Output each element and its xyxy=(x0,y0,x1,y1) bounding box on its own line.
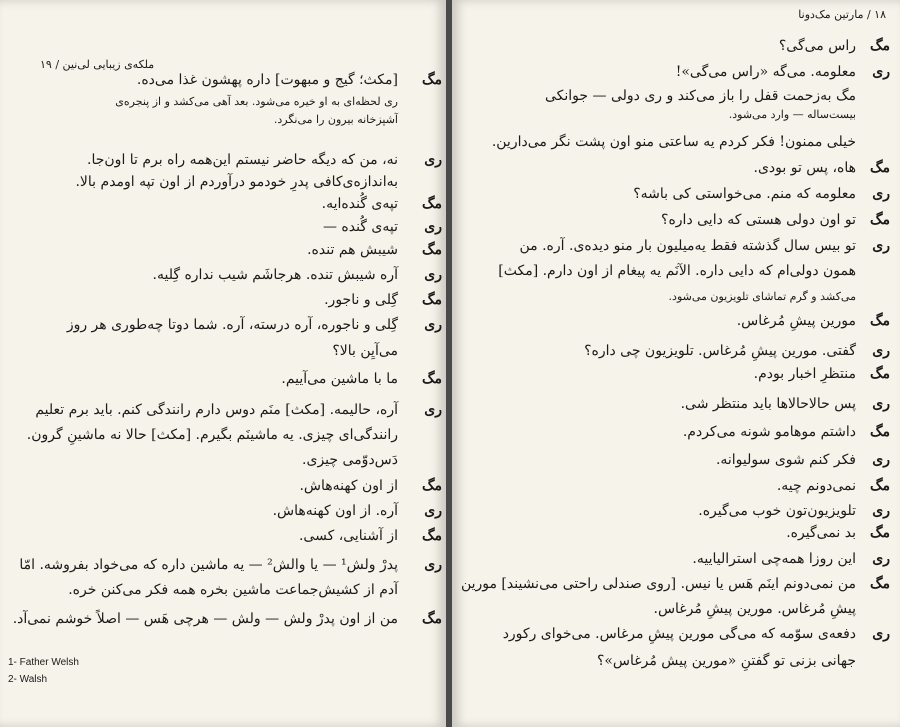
dialogue-line: خیلی ممنون! فکر کردم یه ساعتی منو اون پشت نگر می‌دارین. xyxy=(491,134,856,150)
dialogue-line: تو اون دولی هستی که دایی داره؟ xyxy=(661,212,856,228)
dialogue-line: راس می‌گی؟ xyxy=(778,38,856,54)
speaker-label: مگ xyxy=(869,478,890,494)
dialogue-line: از اون کهنه‌هاش. xyxy=(299,478,398,494)
speaker-label: ری xyxy=(424,557,442,573)
speaker-label: مگ xyxy=(869,38,890,54)
speaker-label: ری xyxy=(424,219,442,235)
dialogue-line: هاه، پس تو بودی. xyxy=(753,160,856,176)
dialogue-line: می‌آیِن بالا؟ xyxy=(332,343,398,359)
footnote: 2- Walsh xyxy=(8,674,48,685)
stage-direction: می‌کشد و گرم تماشای تلویزیون می‌شود. xyxy=(668,290,856,303)
dialogue-line: نه، من که دیگه حاضر نیستم این‌همه راه برم تا اون‌جا. xyxy=(87,152,398,168)
page-header: ملکه‌ی زیبایی لی‌نین / ۱۹ xyxy=(40,58,155,71)
dialogue-line: معلومه که منم. می‌خواستی کی باشه؟ xyxy=(633,186,856,202)
dialogue-line: فکر کنم شوی سولیوانه. xyxy=(715,452,856,468)
speaker-label: مگ xyxy=(869,576,890,592)
speaker-label: مگ xyxy=(421,371,442,387)
dialogue-line: بد نمی‌گیره. xyxy=(786,525,856,541)
speaker-label: مگ xyxy=(869,212,890,228)
speaker-label: مگ xyxy=(421,528,442,544)
dialogue-line: آره. از اون کهنه‌هاش. xyxy=(272,503,398,519)
dialogue-line: رانندگی‌ای چیزی. یه ماشینَم بگیرم. [مکث] حالا نه ماشینِ گرون. xyxy=(26,427,398,443)
dialogue-line: من از اون پدرْ ولش — ولش — هرچی هَس — اصلاً خوشم نمی‌آد. xyxy=(12,611,398,627)
dialogue-line: شیبش هم تنده. xyxy=(307,242,398,258)
dialogue-line: داشتم موهامو شونه می‌کردم. xyxy=(682,424,856,440)
speaker-label: ری xyxy=(872,503,890,519)
stage-direction: بیست‌ساله — وارد می‌شود. xyxy=(728,108,856,121)
dialogue-line: مگ به‌زحمت قفل را باز می‌کند و ری دولی — جوانکی xyxy=(544,88,856,104)
speaker-label: ری xyxy=(424,317,442,333)
dialogue-line: مورین پیشِ مُرغاس. xyxy=(736,313,856,329)
footnote: 1- Father Welsh xyxy=(8,657,79,668)
dialogue-line: پس حالا‌حالاها باید منتظر شی. xyxy=(680,396,856,412)
dialogue-line: پدرْ ولش¹ — یا والش² — یه ماشین داره که می‌خواد بفروشه. امّا xyxy=(19,557,398,573)
speaker-label: ری xyxy=(872,452,890,468)
dialogue-line: پیشِ مُرغاس. مورین پیشِ مُرغاس. xyxy=(653,601,856,617)
dialogue-line: این روزا همه‌چی استرالیاییه. xyxy=(692,551,856,567)
dialogue-line: گفتی. مورین پیشِ مُرغاس. تلویزیون چی داره؟ xyxy=(584,343,856,359)
speaker-label: ری xyxy=(872,238,890,254)
speaker-label: ری xyxy=(424,152,442,168)
dialogue-line: تو بیس سال گذشته فقط یه‌میلیون بار منو دیده‌ی. آره. من xyxy=(519,238,856,254)
dialogue-line: معلومه. می‌گه «راس می‌گی»! xyxy=(675,64,856,80)
speaker-label: ری xyxy=(872,396,890,412)
speaker-label: مگ xyxy=(869,313,890,329)
right-page xyxy=(452,0,900,727)
speaker-label: مگ xyxy=(421,611,442,627)
dialogue-line: دفعه‌ی سوّمه که می‌گی مورین پیشِ مرغاس. می‌خوای رکورد xyxy=(502,626,856,642)
dialogue-line: تلویزیون‌تون خوب می‌گیره. xyxy=(698,503,856,519)
dialogue-line: من نمی‌دونم اینَم هَس یا نیس. [روی صندلی راحتی می‌نشیند] مورین xyxy=(460,576,856,592)
dialogue-line: جهانی بزنی تو گفتنِ «مورین پیش مُرغاس»؟ xyxy=(596,653,856,669)
dialogue-line: تپه‌ی گُنده — xyxy=(322,219,398,235)
footnotes xyxy=(8,657,79,691)
stage-direction: ری لحظه‌ای به او خیره می‌شود. بعد آهی می‌کشد و از پنجره‌ی xyxy=(115,95,398,108)
speaker-label: ری xyxy=(872,186,890,202)
page-header: ۱۸ / مارتین مک‌دونا xyxy=(798,8,886,21)
speaker-label: ری xyxy=(424,503,442,519)
dialogue-line: گِلی و ناجور. xyxy=(324,292,398,308)
dialogue-line: [مکث؛ گیج و مبهوت] داره پهشون غذا می‌ده. xyxy=(136,72,398,88)
dialogue-line: تپه‌ی گُنده‌ایه. xyxy=(321,196,398,212)
speaker-label: مگ xyxy=(869,525,890,541)
speaker-label: ری xyxy=(424,402,442,418)
dialogue-line: نمی‌دونم چیه. xyxy=(776,478,856,494)
speaker-label: مگ xyxy=(421,292,442,308)
speaker-label: ری xyxy=(872,551,890,567)
stage-direction: آشپزخانه بیرون را می‌نگرد. xyxy=(273,113,398,126)
dialogue-line: از آشنایی، کسی. xyxy=(298,528,398,544)
dialogue-line: ما با ماشین می‌آییم. xyxy=(281,371,398,387)
speaker-label: ری xyxy=(872,343,890,359)
speaker-label: مگ xyxy=(421,242,442,258)
left-page xyxy=(0,0,446,727)
dialogue-line: همون دولی‌ام که دایی داره. الآنَم یه پیغام از اون دارم. [مکث] xyxy=(498,263,856,279)
speaker-label: ری xyxy=(424,267,442,283)
speaker-label: مگ xyxy=(421,478,442,494)
speaker-label: مگ xyxy=(869,424,890,440)
speaker-label: ری xyxy=(872,64,890,80)
dialogue-line: آره، حالیمه. [مکث] منَم دوس دارم رانندگی کنم. باید برم تعلیم xyxy=(35,402,398,418)
speaker-label: مگ xyxy=(869,160,890,176)
dialogue-line: آره شیبش تنده. هرجاشَم شیب نداره گِلیه. xyxy=(152,267,398,283)
dialogue-line: به‌اندازه‌ی‌کافی پدرِ خودمو درآوردم از اون تپه اومدم بالا. xyxy=(75,174,398,190)
speaker-label: مگ xyxy=(869,366,890,382)
speaker-label: مگ xyxy=(421,196,442,212)
dialogue-line: دَس‌دوّمی چیزی. xyxy=(302,452,398,468)
speaker-label: ری xyxy=(872,626,890,642)
dialogue-line: گِلی و ناجوره، آره درسته، آره. شما دوتا چه‌طوری هر روز xyxy=(66,317,398,333)
dialogue-line: آدم از کشیش‌جماعت ماشین بخره همه فکر می‌کنن خره. xyxy=(68,582,398,598)
speaker-label: مگ xyxy=(421,72,442,88)
dialogue-line: منتظرِ اخبار بودم. xyxy=(753,366,856,382)
